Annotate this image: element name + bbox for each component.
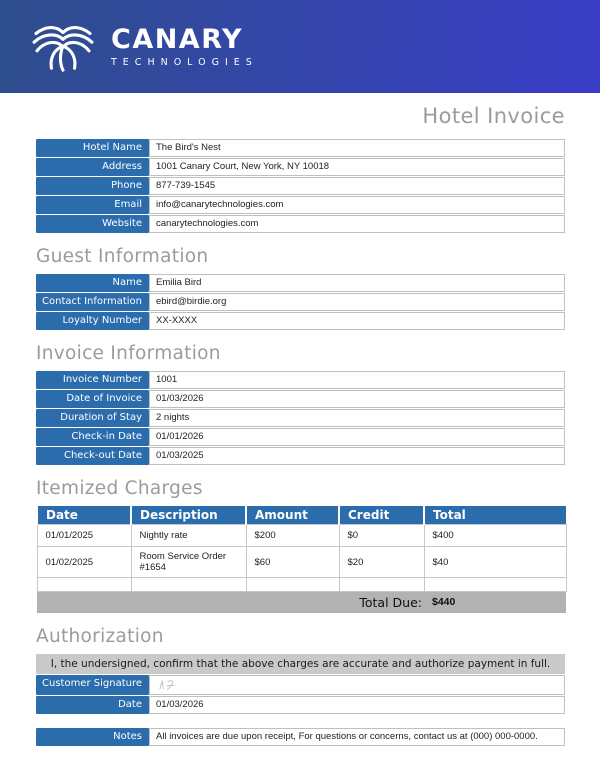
guest-info-row	[36, 274, 565, 292]
invoice-info-row	[36, 371, 565, 389]
charge-total: $40	[424, 547, 566, 578]
charges-row	[37, 578, 566, 592]
authorization-table	[36, 654, 565, 714]
charge-total	[424, 578, 566, 592]
customer-signature-field	[149, 675, 565, 695]
field-value: 1001	[149, 371, 565, 389]
charge-description: Nightly rate	[131, 525, 246, 547]
field-label: Check-out Date	[36, 447, 149, 465]
guest-information-heading: Guest Information	[36, 246, 209, 267]
field-label: Date of Invoice	[36, 390, 149, 408]
hotel-info-table	[36, 139, 565, 233]
field-value: 877-739-1545	[149, 177, 565, 195]
charge-credit: $20	[339, 547, 424, 578]
charge-date: 01/02/2025	[37, 547, 131, 578]
field-value: Emilia Bird	[149, 274, 565, 292]
invoice-info-table	[36, 371, 565, 465]
charges-column-header: Amount	[246, 506, 339, 525]
charge-total: $400	[424, 525, 566, 547]
field-label: Name	[36, 274, 149, 292]
field-label: Customer Signature	[36, 675, 149, 695]
field-value: 01/01/2026	[149, 428, 565, 446]
itemized-charges-heading: Itemized Charges	[36, 478, 203, 499]
authorization-date-row	[36, 696, 565, 714]
charges-column-header: Credit	[339, 506, 424, 525]
brand-subtitle: TECHNOLOGIES	[111, 56, 258, 68]
field-label: Hotel Name	[36, 139, 149, 157]
field-value: 01/03/2025	[149, 447, 565, 465]
invoice-info-row	[36, 409, 565, 427]
brand-name: CANARY	[111, 23, 244, 55]
field-value: 01/03/2026	[149, 390, 565, 408]
charge-credit: $0	[339, 525, 424, 547]
charge-date	[37, 578, 131, 592]
charges-column-header: Description	[131, 506, 246, 525]
field-label: Check-in Date	[36, 428, 149, 446]
invoice-information-heading: Invoice Information	[36, 343, 221, 364]
page-title: Hotel Invoice	[422, 104, 565, 128]
canary-bird-logo-icon	[30, 20, 96, 74]
total-due-label: Total Due:	[339, 592, 424, 613]
hotel-info-row	[36, 177, 565, 195]
charges-row	[37, 525, 566, 547]
itemized-charges-table	[36, 506, 567, 613]
hotel-info-row	[36, 215, 565, 233]
hotel-info-row	[36, 158, 565, 176]
brand-wordmark	[111, 23, 258, 68]
charge-date: 01/01/2025	[37, 525, 131, 547]
total-due-row	[37, 592, 566, 613]
field-value: 1001 Canary Court, New York, NY 10018	[149, 158, 565, 176]
field-label: Website	[36, 215, 149, 233]
notes-table	[36, 728, 565, 746]
hotel-info-row	[36, 196, 565, 214]
notes-value: All invoices are due upon receipt, For questions or concerns, contact us at (000) 000-0000.	[149, 728, 565, 746]
field-value: ebird@birdie.org	[149, 293, 565, 311]
field-value: XX-XXXX	[149, 312, 565, 330]
notes-row	[36, 728, 565, 746]
invoice-info-row	[36, 428, 565, 446]
brand-header	[0, 0, 600, 93]
field-value: The Bird's Nest	[149, 139, 565, 157]
field-label: Date	[36, 696, 149, 714]
charges-column-header: Date	[37, 506, 131, 525]
charges-row	[37, 547, 566, 578]
total-due-value: $440	[424, 592, 566, 613]
charge-amount: $200	[246, 525, 339, 547]
charge-description: Room Service Order #1654	[131, 547, 246, 578]
field-label: Duration of Stay	[36, 409, 149, 427]
invoice-info-row	[36, 390, 565, 408]
charges-header-row	[37, 506, 566, 525]
field-label: Loyalty Number	[36, 312, 149, 330]
authorization-date-value: 01/03/2026	[149, 696, 565, 714]
field-label: Contact Information	[36, 293, 149, 311]
notes-label: Notes	[36, 728, 149, 746]
invoice-info-row	[36, 447, 565, 465]
total-spacer	[37, 592, 339, 613]
charge-credit	[339, 578, 424, 592]
field-value: info@canarytechnologies.com	[149, 196, 565, 214]
hotel-info-row	[36, 139, 565, 157]
customer-signature-row	[36, 675, 565, 695]
field-value: 2 nights	[149, 409, 565, 427]
signature-scribble-icon	[156, 678, 184, 692]
field-label: Address	[36, 158, 149, 176]
field-label: Invoice Number	[36, 371, 149, 389]
field-label: Email	[36, 196, 149, 214]
guest-info-table	[36, 274, 565, 330]
field-label: Phone	[36, 177, 149, 195]
guest-info-row	[36, 312, 565, 330]
charges-column-header: Total	[424, 506, 566, 525]
authorization-statement: I, the undersigned, confirm that the above charges are accurate and authorize payment in full.	[36, 654, 565, 674]
field-value: canarytechnologies.com	[149, 215, 565, 233]
authorization-heading: Authorization	[36, 625, 164, 647]
charge-description	[131, 578, 246, 592]
charge-amount: $60	[246, 547, 339, 578]
charge-amount	[246, 578, 339, 592]
guest-info-row	[36, 293, 565, 311]
